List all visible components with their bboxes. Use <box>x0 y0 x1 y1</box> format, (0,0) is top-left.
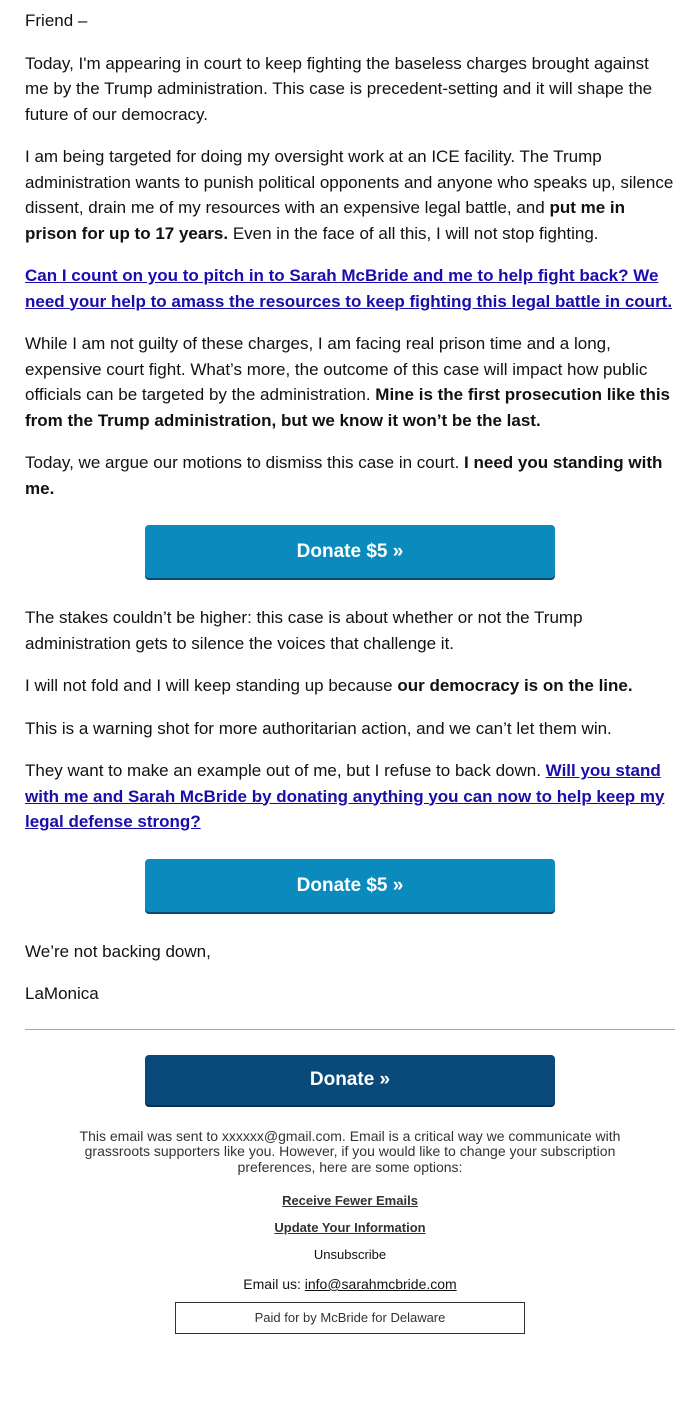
paragraph-targeted-text: I am being targeted for doing my oversight work at an ICE facility. The Trump administration wants to punish political opponents and anyone who speaks up, silence dissent, drain me of my resources with an expensive legal battle, and <box>25 147 674 217</box>
email-us-label: Email us: <box>243 1276 305 1292</box>
paragraph-example <box>25 758 675 835</box>
unsubscribe-link[interactable]: Unsubscribe <box>313 1247 387 1262</box>
paid-for-disclaimer: Paid for by McBride for Delaware <box>175 1302 525 1334</box>
footer-email-row <box>0 1276 700 1292</box>
paragraph-not-guilty <box>25 331 675 433</box>
paragraph-motions-bold: I need you standing with me. <box>25 453 663 498</box>
closing-line: We’re not backing down, <box>25 941 211 961</box>
paragraph-motions <box>25 450 675 501</box>
paragraph-count-on-you <box>25 263 675 314</box>
stand-with-me-link[interactable]: Will you stand with me and Sarah McBride by donating anything you can now to help keep my legal defense strong? <box>25 761 665 831</box>
paragraph-stakes: The stakes couldn’t be higher: this case is about whether or not the Trump administration gets to silence the voices that challenge it. <box>25 608 583 653</box>
paragraph-targeted-bold: put me in prison for up to 17 years. <box>25 198 626 243</box>
count-on-you-link[interactable]: Can I count on you to pitch in to Sarah McBride and me to help fight back? We need your help to amass the resources to keep fighting this legal battle in court. <box>25 266 673 311</box>
update-information-link[interactable]: Update Your Information <box>274 1220 426 1235</box>
footer-note: This email was sent to xxxxxx@gmail.com. Email is a critical way we communicate with grassroots supporters like you. However, if you would like to change your subscription preferences, here are some options: <box>79 1127 621 1175</box>
paragraph-will-not-fold-bold: our democracy is on the line. <box>397 676 633 695</box>
paragraph-targeted-tail: Even in the face of all this, I will not stop fighting. <box>228 223 599 243</box>
footer <box>0 1129 700 1335</box>
paragraph-will-not-fold-text: I will not fold and I will keep standing up because <box>25 676 398 695</box>
receive-fewer-emails-link[interactable]: Receive Fewer Emails <box>282 1193 418 1208</box>
contact-email-link[interactable]: info@sarahmcbride.com <box>304 1276 457 1292</box>
greeting: Friend – <box>25 11 88 30</box>
paragraph-not-guilty-text: While I am not guilty of these charges, I am facing real prison time and a long, expensive court fight. What’s more, the outcome of this case will impact how public officials can be targeted by the administration. <box>25 334 648 404</box>
signature: LaMonica <box>25 984 99 1003</box>
paragraph-targeted <box>25 144 675 246</box>
paragraph-court-intro: Today, I'm appearing in court to keep fighting the baseless charges brought against me by the Trump administration. This case is precedent-setting and it will shape the future of our democracy. <box>25 53 653 124</box>
donate-5-button-1[interactable]: Donate $5 » <box>145 525 555 578</box>
donate-5-button-2[interactable]: Donate $5 » <box>145 859 555 912</box>
paragraph-not-guilty-bold: Mine is the first prosecution like this from the Trump administration, but we know it won’t be the last. <box>25 385 671 430</box>
paragraph-warning-shot: This is a warning shot for more authoritarian action, and we can’t let them win. <box>25 718 612 738</box>
donate-button-row-3 <box>0 1055 700 1105</box>
paragraph-example-text: They want to make an example out of me, but I refuse to back down. <box>25 761 546 780</box>
donate-button-row-2 <box>25 859 675 912</box>
donate-button-row-1 <box>25 525 675 578</box>
paragraph-motions-text: Today, we argue our motions to dismiss this case in court. <box>25 453 465 472</box>
donate-button-footer[interactable]: Donate » <box>145 1055 555 1105</box>
footer-divider <box>25 1029 675 1030</box>
paragraph-will-not-fold <box>25 673 675 699</box>
